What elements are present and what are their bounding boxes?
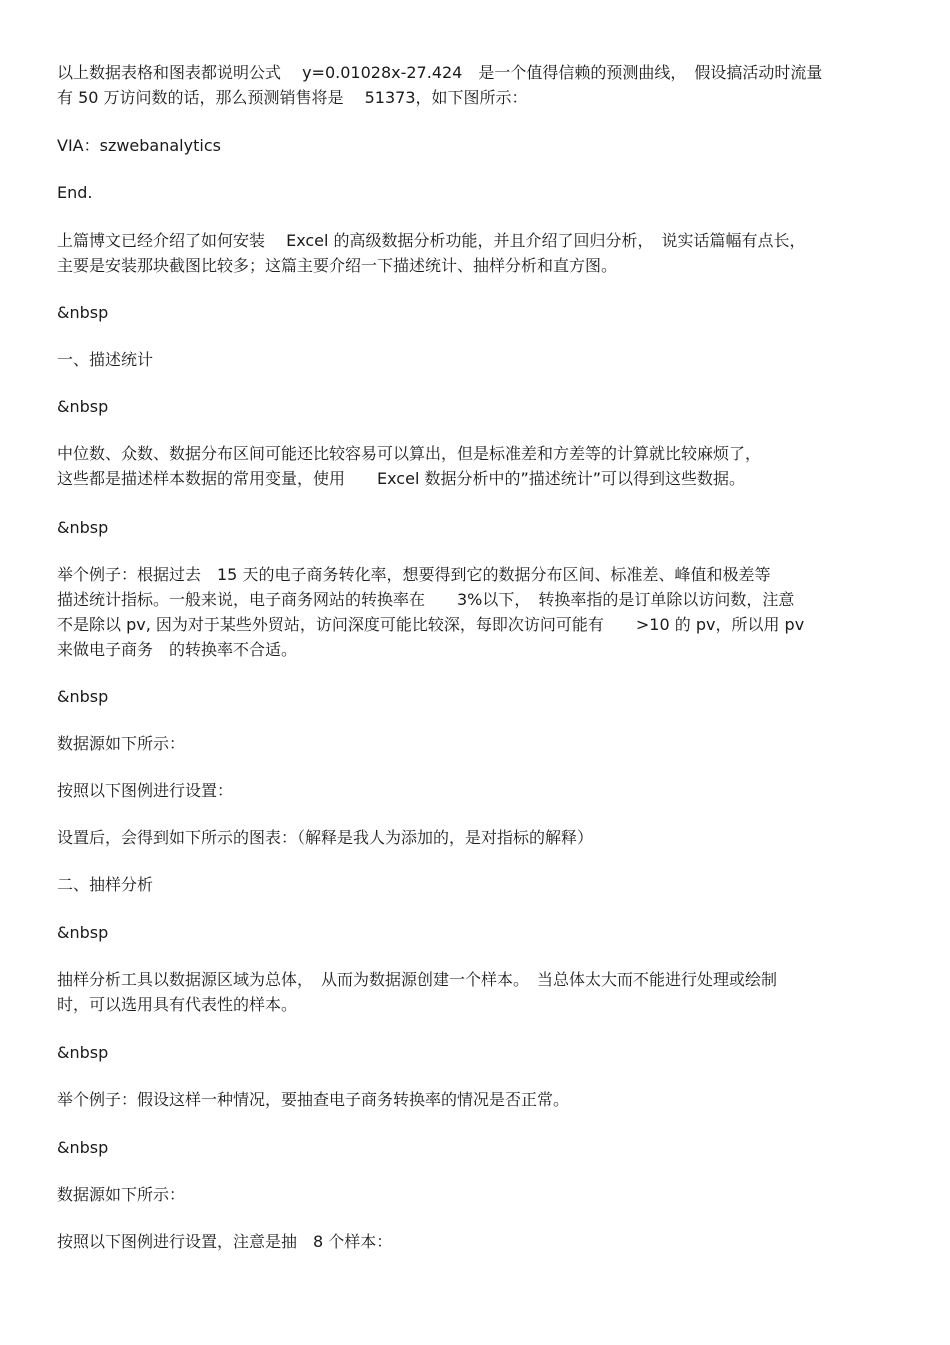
- text-line: &nbsp: [57, 687, 109, 706]
- paragraph-nbsp: [57, 300, 889, 325]
- text-line: 数据源如下所示：: [57, 1185, 186, 1204]
- paragraph-end: [57, 180, 889, 205]
- paragraph-sampling-example: [57, 1087, 889, 1112]
- text-line: &nbsp: [57, 518, 109, 537]
- text-line: 按照以下图例进行设置：: [57, 781, 234, 800]
- paragraph-nbsp: [57, 515, 889, 540]
- text-line: 上篇博文已经介绍了如何安装 Excel 的高级数据分析功能，并且介绍了回归分析， 说实话篇幅有点长，: [57, 231, 806, 250]
- text-line: &nbsp: [57, 1043, 109, 1062]
- text-line: 抽样分析工具以数据源区域为总体， 从而为数据源创建一个样本。 当总体太大而不能进行处理或绘制: [57, 970, 778, 989]
- text-line: &nbsp: [57, 303, 109, 322]
- text-line: &nbsp: [57, 1138, 109, 1157]
- text-line: End.: [57, 183, 93, 202]
- section-heading-sampling: [57, 872, 889, 897]
- text-line: 主要是安装那块截图比较多；这篇主要介绍一下描述统计、抽样分析和直方图。: [57, 256, 618, 275]
- text-line: &nbsp: [57, 923, 109, 942]
- text-line: 举个例子：根据过去 15 天的电子商务转化率，想要得到它的数据分布区间、标准差、峰值和极差等: [57, 565, 771, 584]
- paragraph-via-source: [57, 133, 889, 158]
- paragraph-chart-result: [57, 825, 889, 850]
- text-line: 时，可以选用具有代表性的样本。: [57, 995, 298, 1014]
- text-line: 中位数、众数、数据分布区间可能还比较容易可以算出，但是标准差和方差等的计算就比较麻烦了，: [57, 444, 762, 463]
- text-line: 举个例子：假设这样一种情况，要抽查电子商务转换率的情况是否正常。: [57, 1090, 570, 1109]
- paragraph-nbsp: [57, 1040, 889, 1065]
- paragraph-nbsp: [57, 1135, 889, 1160]
- text-line: 以上数据表格和图表都说明公式 y=0.01028x-27.424 是一个值得信赖的预测曲线， 假设搞活动时流量: [57, 63, 823, 82]
- text-line: 按照以下图例进行设置，注意是抽 8 个样本：: [57, 1232, 393, 1251]
- paragraph-nbsp: [57, 920, 889, 945]
- text-line: &nbsp: [57, 397, 109, 416]
- paragraph-data-source: [57, 1182, 889, 1207]
- paragraph-data-source: [57, 731, 889, 756]
- text-line: 不是除以 pv, 因为对于某些外贸站，访问深度可能比较深，每即次访问可能有 >10 的 pv，所以用 pv: [57, 615, 805, 634]
- text-line: 来做电子商务 的转换率不合适。: [57, 640, 298, 659]
- paragraph-nbsp: [57, 394, 889, 419]
- section-heading-descriptive-statistics: [57, 347, 889, 372]
- text-line: VIA：szwebanalytics: [57, 136, 221, 155]
- text-line: 数据源如下所示：: [57, 734, 186, 753]
- paragraph-settings: [57, 778, 889, 803]
- text-line: 二、抽样分析: [57, 875, 154, 894]
- paragraph-nbsp: [57, 684, 889, 709]
- paragraph-sampling-intro: [57, 967, 889, 1017]
- paragraph-descriptive-intro: [57, 441, 889, 491]
- text-line: 有 50 万访问数的话，那么预测销售将是 51373，如下图所示：: [57, 88, 528, 107]
- paragraph-example-conversion: [57, 562, 889, 662]
- text-line: 描述统计指标。一般来说，电子商务网站的转换率在 3%以下， 转换率指的是订单除以访问数，注意: [57, 590, 795, 609]
- text-line: 这些都是描述样本数据的常用变量，使用 Excel 数据分析中的”描述统计”可以得到这些数据。: [57, 469, 746, 488]
- paragraph-intro: [57, 228, 889, 278]
- paragraph-regression-formula: [57, 60, 889, 110]
- text-line: 一、描述统计: [57, 350, 154, 369]
- text-line: 设置后，会得到如下所示的图表：（解释是我人为添加的，是对指标的解释）: [57, 828, 594, 847]
- paragraph-sampling-settings: [57, 1229, 889, 1254]
